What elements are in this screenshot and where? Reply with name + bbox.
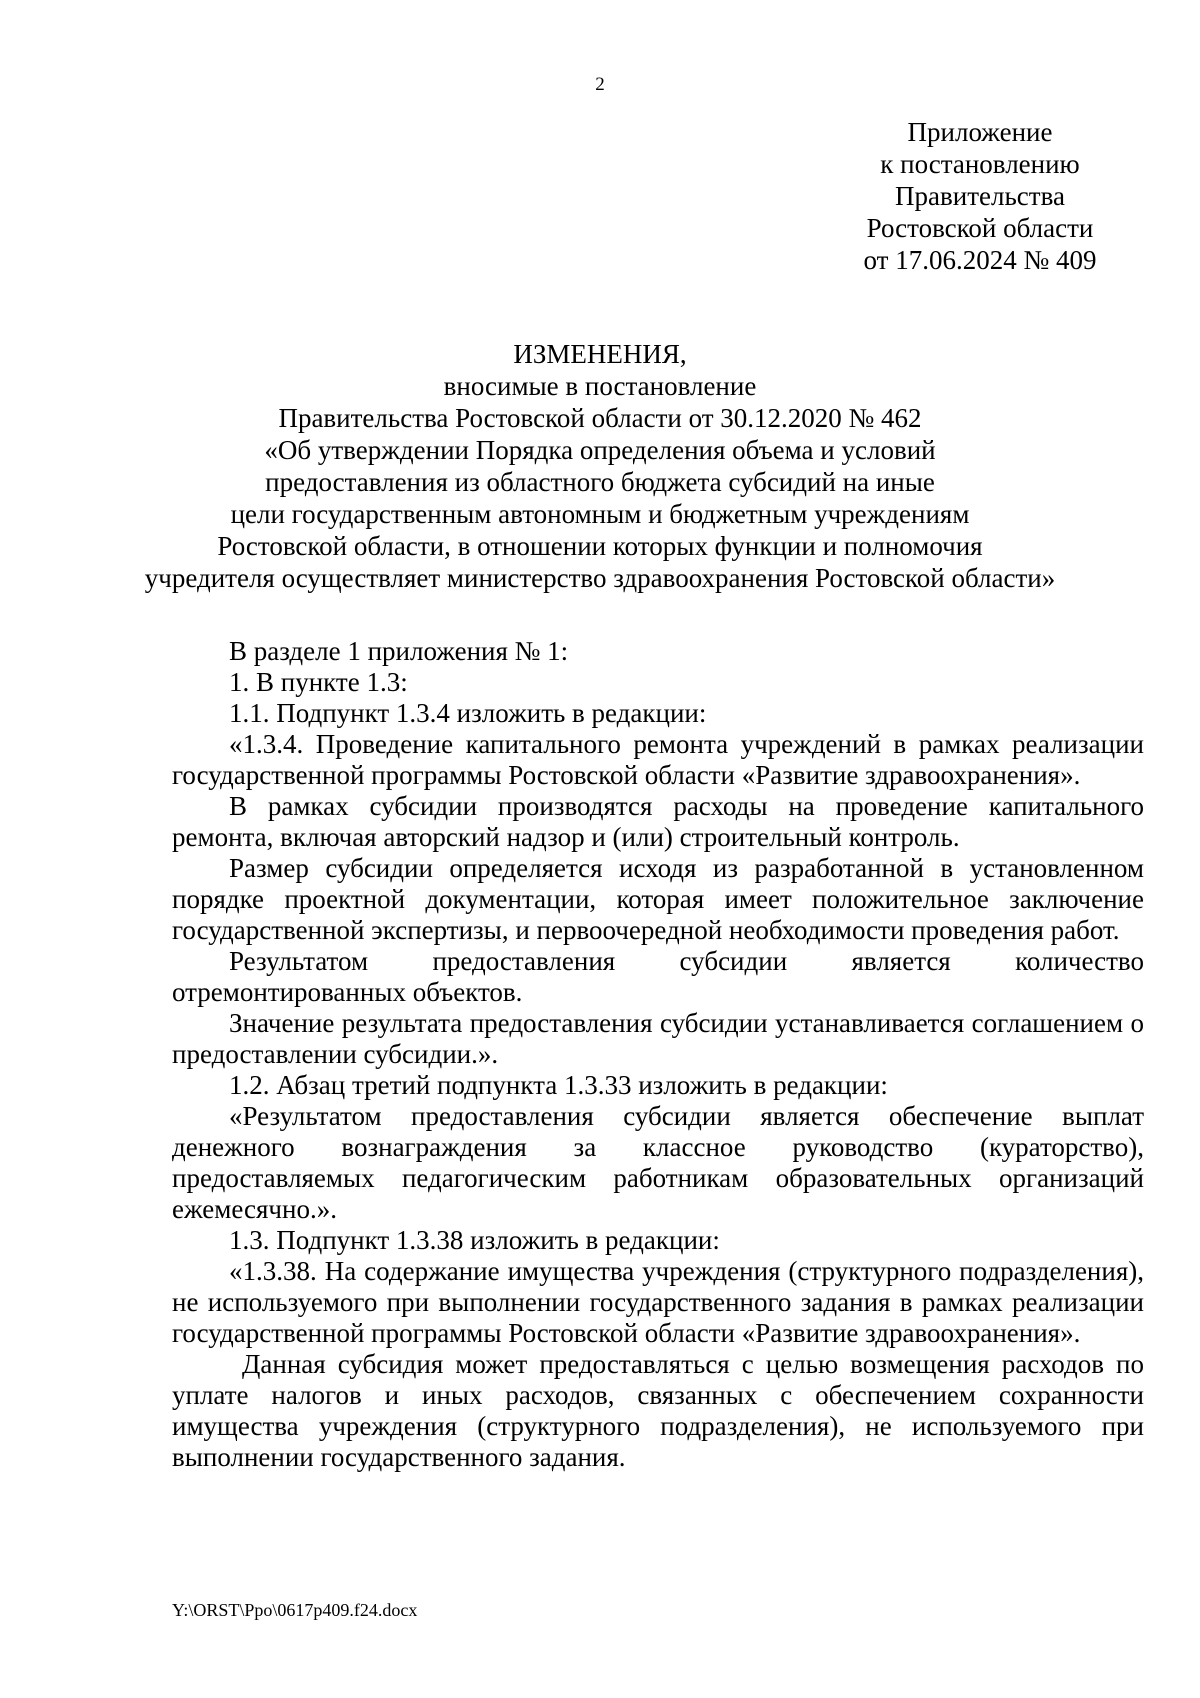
heading-line: вносимые в постановление <box>443 371 757 401</box>
heading-line: предоставления из областного бюджета субсидий на иные <box>265 467 935 497</box>
appendix-line: Ростовской области <box>866 213 1094 243</box>
appendix-line: от 17.06.2024 № 409 <box>863 245 1097 275</box>
paragraph: 1.1. Подпункт 1.3.4 изложить в редакции: <box>229 698 707 728</box>
heading-line: цели государственным автономным и бюджетным учреждениям <box>230 499 970 529</box>
heading-line: «Об утверждении Порядка определения объема и условий <box>264 435 936 465</box>
paragraph: «1.3.4. Проведение капитального ремонта учреждений в рамках реализации государственной программы Ростовской области «Развитие здравоохранения». <box>172 729 1144 790</box>
paragraph: Данная субсидия может предоставляться с целью возмещения расходов по уплате налогов и иных расходов, связанных с обеспечением сохранности имущества учреждения (структурного подразделения), не используемого при выполнении государственного задания. <box>172 1349 1144 1472</box>
appendix-line: к постановлению <box>880 149 1080 179</box>
appendix-line: Правительства <box>895 181 1065 211</box>
document-heading <box>0 338 1200 594</box>
appendix-block <box>820 116 1140 276</box>
page-number: 2 <box>595 74 605 95</box>
document-body <box>172 636 1144 1473</box>
paragraph: В рамках субсидии производятся расходы на проведение капитального ремонта, включая авторский надзор и (или) строительный контроль. <box>172 791 1144 852</box>
paragraph: 1. В пункте 1.3: <box>229 667 408 697</box>
heading-line: Правительства Ростовской области от 30.12.2020 № 462 <box>278 403 922 433</box>
paragraph: Размер субсидии определяется исходя из разработанной в установленном порядке проектной документации, которая имеет положительное заключение государственной экспертизы, и первоочередной необходимости проведения работ. <box>172 853 1144 945</box>
footer-file-path: Y:\ORST\Ppo\0617p409.f24.docx <box>172 1600 418 1620</box>
paragraph: «1.3.38. На содержание имущества учреждения (структурного подразделения), не используемого при выполнении государственного задания в рамках реализации государственной программы Ростовской области «Развитие здравоохранения». <box>172 1256 1144 1348</box>
heading-title: ИЗМЕНЕНИЯ, <box>513 339 687 369</box>
paragraph: 1.3. Подпункт 1.3.38 изложить в редакции: <box>229 1225 720 1255</box>
paragraph: В разделе 1 приложения № 1: <box>229 636 569 666</box>
appendix-line: Приложение <box>907 117 1053 147</box>
heading-line: Ростовской области, в отношении которых функции и полномочия <box>217 531 983 561</box>
heading-line: учредителя осуществляет министерство здравоохранения Ростовской области» <box>144 563 1056 593</box>
paragraph: Значение результата предоставления субсидии устанавливается соглашением о предоставлении субсидии.». <box>172 1008 1144 1069</box>
paragraph: Результатом предоставления субсидии является количество отремонтированных объектов. <box>172 946 1144 1007</box>
paragraph: «Результатом предоставления субсидии является обеспечение выплат денежного вознаграждения за классное руководство (кураторство), предоставляемых педагогическим работникам образовательных организаций ежемесячно.». <box>172 1101 1144 1224</box>
paragraph: 1.2. Абзац третий подпункта 1.3.33 изложить в редакции: <box>229 1070 888 1100</box>
